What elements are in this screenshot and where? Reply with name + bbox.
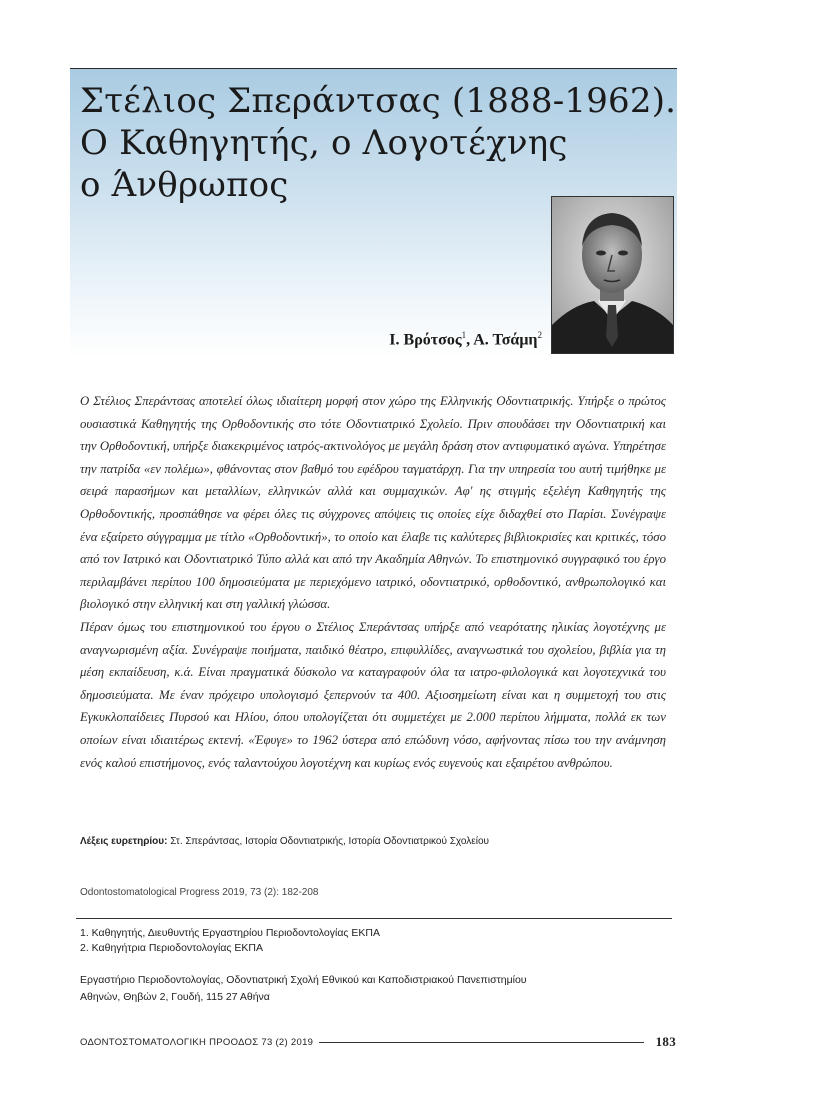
footnote: 1. Καθηγητής, Διευθυντής Εργαστηρίου Περιοδοντολογίας ΕΚΠΑ [80,927,380,939]
author-portrait-photo [551,196,674,354]
authors-line [330,330,542,349]
header-rule [70,68,677,69]
journal-reference: Odontostomatological Progress 2019, 73 (2): 182-208 [80,887,319,898]
author-name: Ι. Βρότσος [389,331,462,349]
page-number: 183 [655,1034,676,1049]
keywords-text: Στ. Σπεράντσας, Ιστορία Οδοντιατρικής, Ιστορία Οδοντιατρικού Σχολείου [167,836,489,847]
portrait-photo-icon [552,197,673,353]
footnotes [80,926,680,956]
journal-name: ΟΔΟΝΤΟΣΤΟΜΑΤΟΛΟΓΙΚΗ ΠΡΟΟΔΟΣ 73 (2) 2019 [80,1036,314,1048]
address-line: Εργαστήριο Περιοδοντολογίας, Οδοντιατρική Σχολή Εθνικού και Καποδιστριακού Πανεπιστημίου [80,974,527,986]
correspondence-address [80,972,680,1006]
footer-rule [319,1042,643,1043]
address-line: Αθηνών, Θηβών 2, Γουδή, 115 27 Αθήνα [80,991,270,1003]
abstract [80,390,666,774]
abstract-paragraph: Πέραν όμως του επιστημονικού του έργου ο Στέλιος Σπεράντσας υπήρξε από νεαρότατης ηλικίας λογοτέχνης με αναγνωρισμένη αξία. Συνέγραψε ποιήματα, παιδικό θέατρο, επιφυλλίδες, αναγνωστικά του σχολείου, βιβλία για τη μέση εκπαίδευση, κ.ά. Είναι πραγματικά δύσκολο να καταγραφούν όλα τα ιατρο-φιλολογικά και λογοτεχνικά του δημοσιεύματα. Με έναν πρόχειρο υπολογισμό ξεπερνούν τα 400. Αξιοσημείωτη είναι και η συμμετοχή του στις Εγκυκλοπαίδειες Πυρσού και Ηλίου, όπου υπολογίζεται ότι συμμετέχει με 2.000 περίπου λήμματα, πολλά εκ των οποίων είναι ιδιαιτέρως εκτενή. «Έφυγε» το 1962 ύστερα από επώδυνη νόσο, αφήνοντας πίσω του την ανάμνηση ενός καλού επιστήμονος, ενός ταλαντούχου λογοτέχνη και κυρίως ενός ευγενούς και εξαιρέτου ανθρώπου. [80,619,666,770]
author-affiliation-mark: 1 [461,330,467,340]
keywords-label: Λέξεις ευρετηρίου: [80,836,168,847]
title-line: Ο Καθηγητής, ο Λογοτέχνης [80,123,568,163]
footnote-divider [76,918,672,919]
title-line: Στέλιος Σπεράντσας (1888-1962). [80,81,677,121]
footnote: 2. Καθηγήτρια Περιοδοντολογίας ΕΚΠΑ [80,942,263,954]
running-footer [80,1032,676,1052]
article-title [80,80,677,206]
author-affiliation-mark: 2 [537,330,542,340]
author-name: Α. Τσάμη [473,331,538,349]
abstract-paragraph: Ο Στέλιος Σπεράντσας αποτελεί όλως ιδιαίτερη μορφή στον χώρο της Ελληνικής Οδοντιατρικής. Υπήρξε ο πρώτος ουσιαστικά Καθηγητής της Ορθοδοντικής στο τότε Οδοντιατρικό Σχολείο. Πριν σπουδάσει την Οδοντιατρική και την Ορθοδοντική, υπήρξε διακεκριμένος ιατρός-ακτινολόγος με μεγάλη δράση στον αντιφυματικό αγώνα. Υπηρέτησε την πατρίδα «εν πολέμω», φθάνοντας στον βαθμό του εφέδρου ταγματάρχη. Για την υπηρεσία του αυτή τιμήθηκε με σειρά παρασήμων και μεταλλίων, ελληνικών αλλά και συμμαχικών. Αφ' ης στιγμής εξελέγη Καθηγητής της Ορθοδοντικής, προσπάθησε να φέρει όλες τις σύγχρονες απόψεις τις οποίες είχε διδαχθεί στο Παρίσι. Συνέγραψε ένα εξαίρετο σύγγραμμα με τίτλο «Ορθοδοντική», το οποίο και έλαβε τις καλύτερες βιβλιοκρισίες και κριτικές, τόσο από τον Ιατρικό και Οδοντιατρικό Τύπο αλλά και από την Ακαδημία Αθηνών. Το επιστημονικό συγγραφικό του έργο περιλαμβάνει περίπου 100 δημοσιεύματα με περιεχόμενο ιατρικό, οδοντιατρικό, ορθοδοντικό, ανθρωπολογικό και βιολογικό στην ελληνική και στη γαλλική γλώσσα. [80,394,666,612]
title-line: ο Άνθρωπος [80,165,289,205]
keywords [80,836,680,847]
author-separator: , [466,331,474,349]
